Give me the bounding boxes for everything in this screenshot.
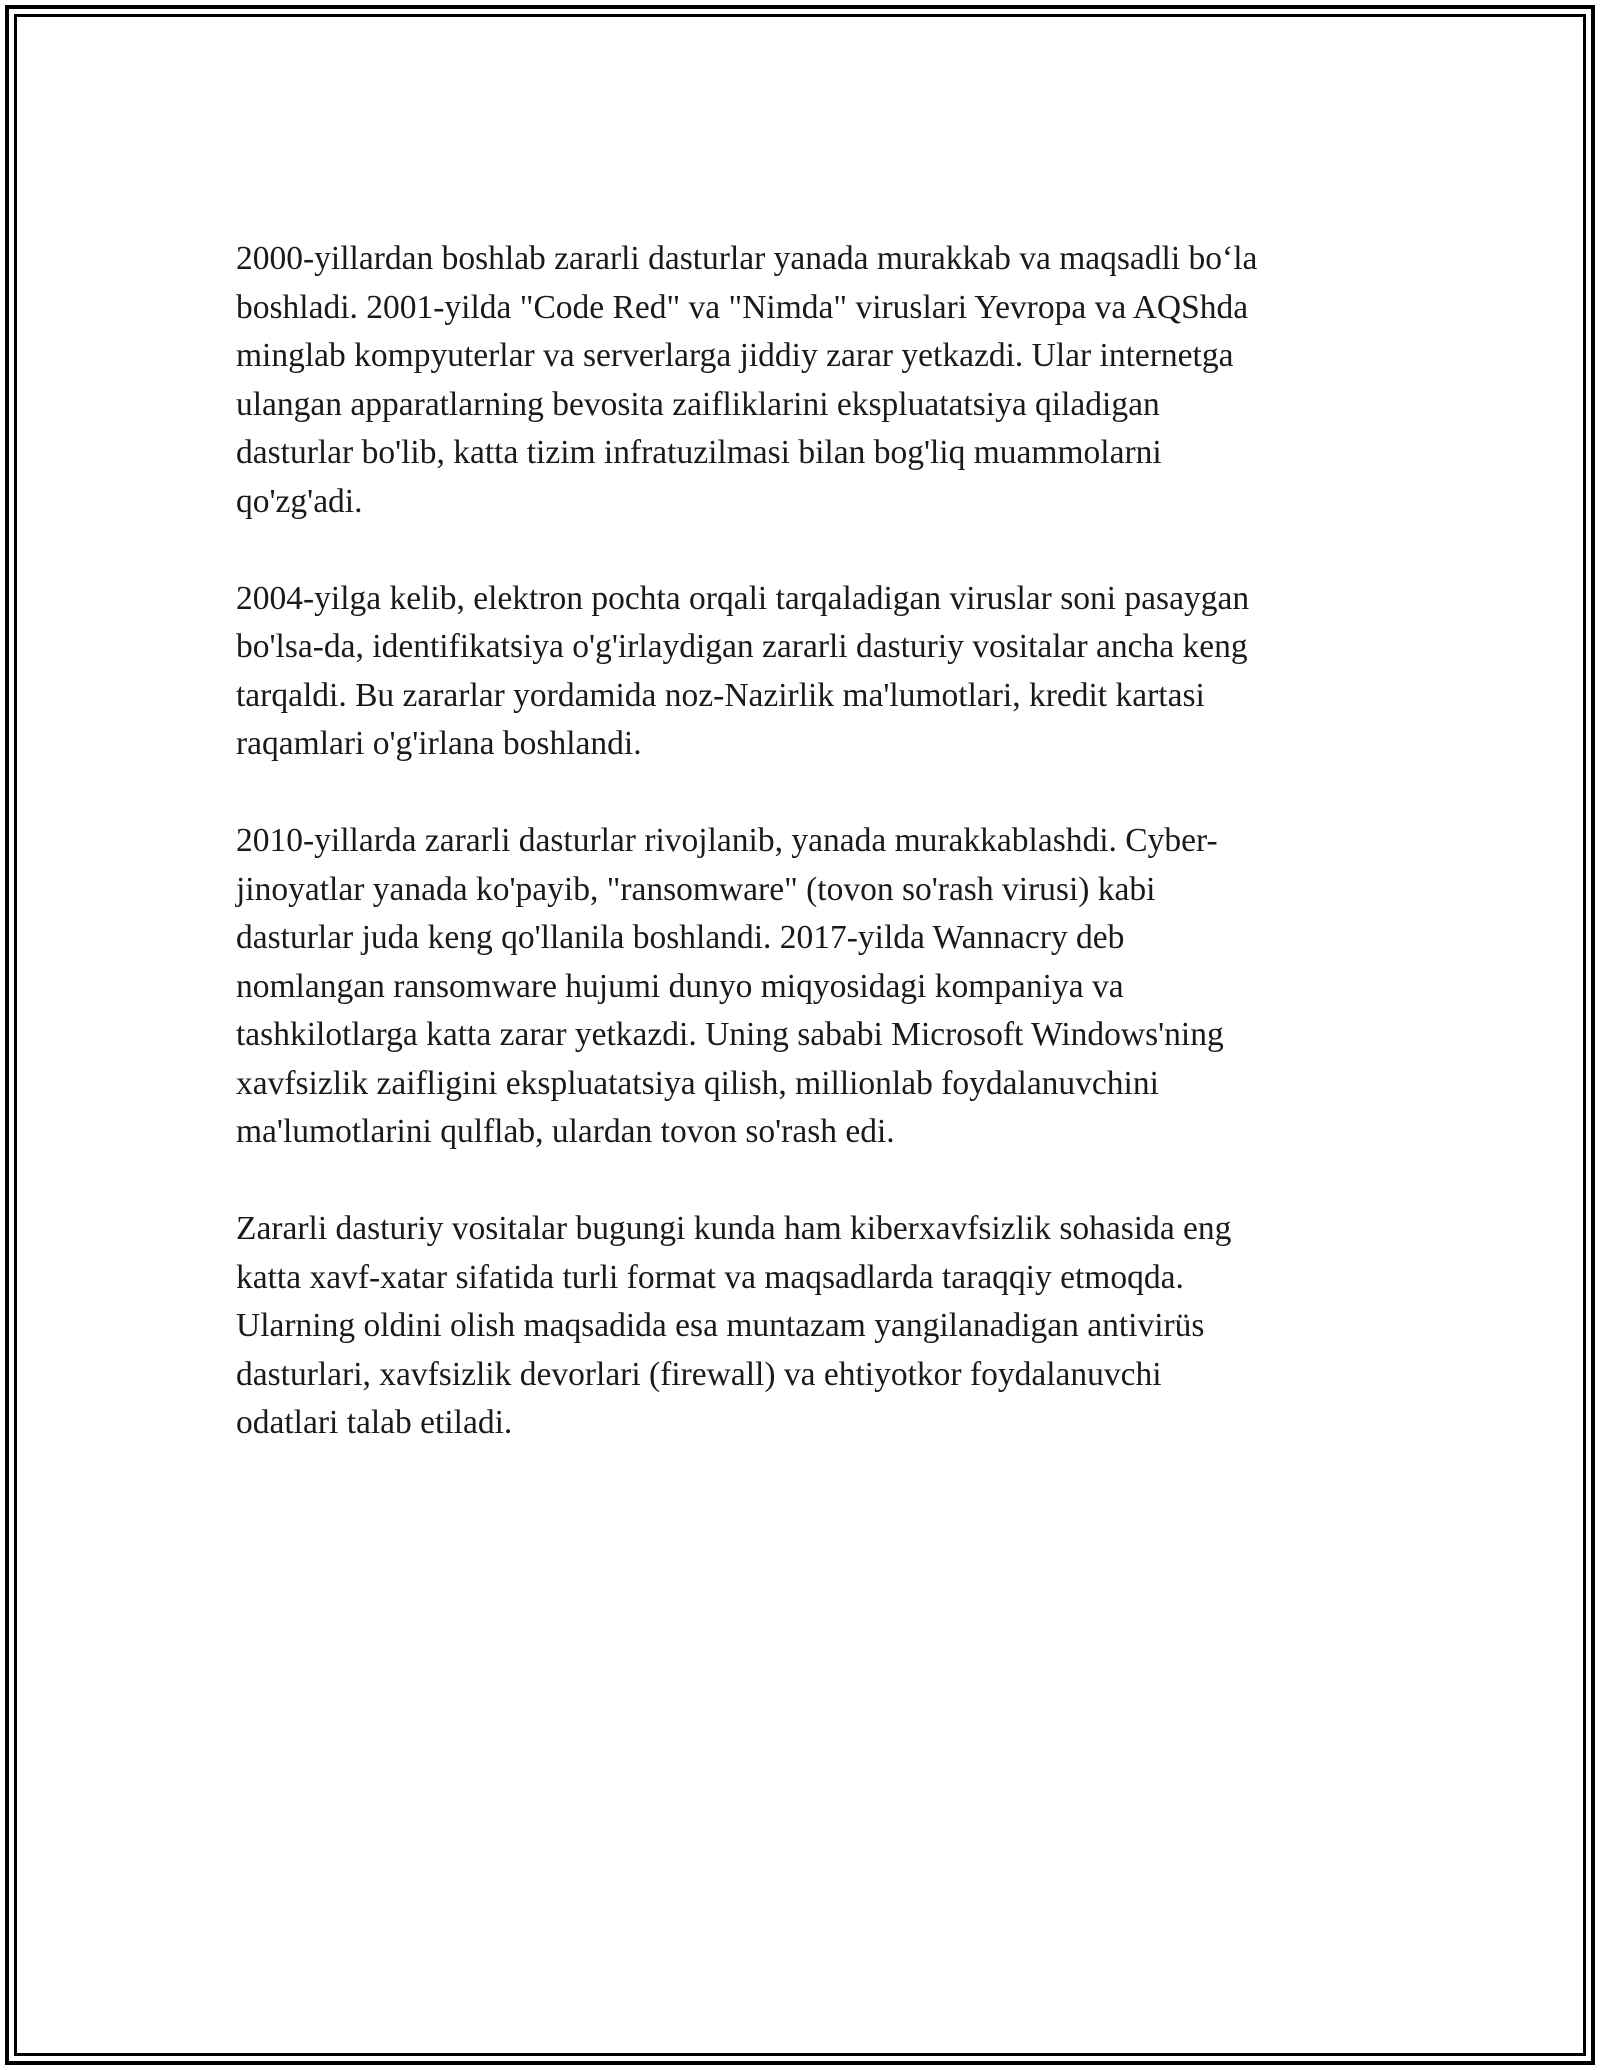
paragraph-4: Zararli dasturiy vositalar bugungi kunda ham kiberxavfsizlik sohasida eng katta xavf-xatar sifatida turli format va maqsadlarda taraqqiy etmoqda. Ularning oldini olish maqsadida esa muntazam yangilanadigan antivirüs dasturlari, xavfsizlik devorlari (firewall) va ehtiyotkor foydalanuvchi odatlari talab etiladi. <box>236 1210 1232 1441</box>
document-body <box>236 235 1376 1448</box>
paragraph-1: 2000-yillardan boshlab zararli dasturlar yanada murakkab va maqsadli bo‘la boshladi. 2001-yilda "Code Red" va "Nimda" viruslari Yevropa va AQShda minglab kompyuterlar va serverlarga jiddiy zarar yetkazdi. Ular internetga ulangan apparatlarning bevosita zaifliklarini ekspluatatsiya qiladigan dasturlar bo'lib, katta tizim infratuzilmasi bilan bog'liq muammolarni qo'zg'adi. <box>236 240 1258 520</box>
paragraph-3: 2010-yillarda zararli dasturlar rivojlanib, yanada murakkablashdi. Cyber- jinoyatlar yanada ko'payib, "ransomware" (tovon so'rash virusi) kabi dasturlar juda keng qo'llanila boshlandi. 2017-yilda Wannacry deb nomlangan ransomware hujumi dunyo miqyosidagi kompaniya va tashkilotlarga katta zarar yetkazdi. Uning sababi Microsoft Windows'ning xavfsizlik zaifligini ekspluatatsiya qilish, millionlab foydalanuvchini ma'lumotlarini qulflab, ulardan tovon so'rash edi. <box>236 822 1224 1150</box>
paragraph-2: 2004-yilga kelib, elektron pochta orqali tarqaladigan viruslar soni pasaygan bo'lsa-da, identifikatsiya o'g'irlaydigan zararli dasturiy vositalar ancha keng tarqaldi. Bu zararlar yordamida noz-Nazirlik ma'lumotlari, kredit kartasi raqamlari o'g'irlana boshlandi. <box>236 579 1250 762</box>
